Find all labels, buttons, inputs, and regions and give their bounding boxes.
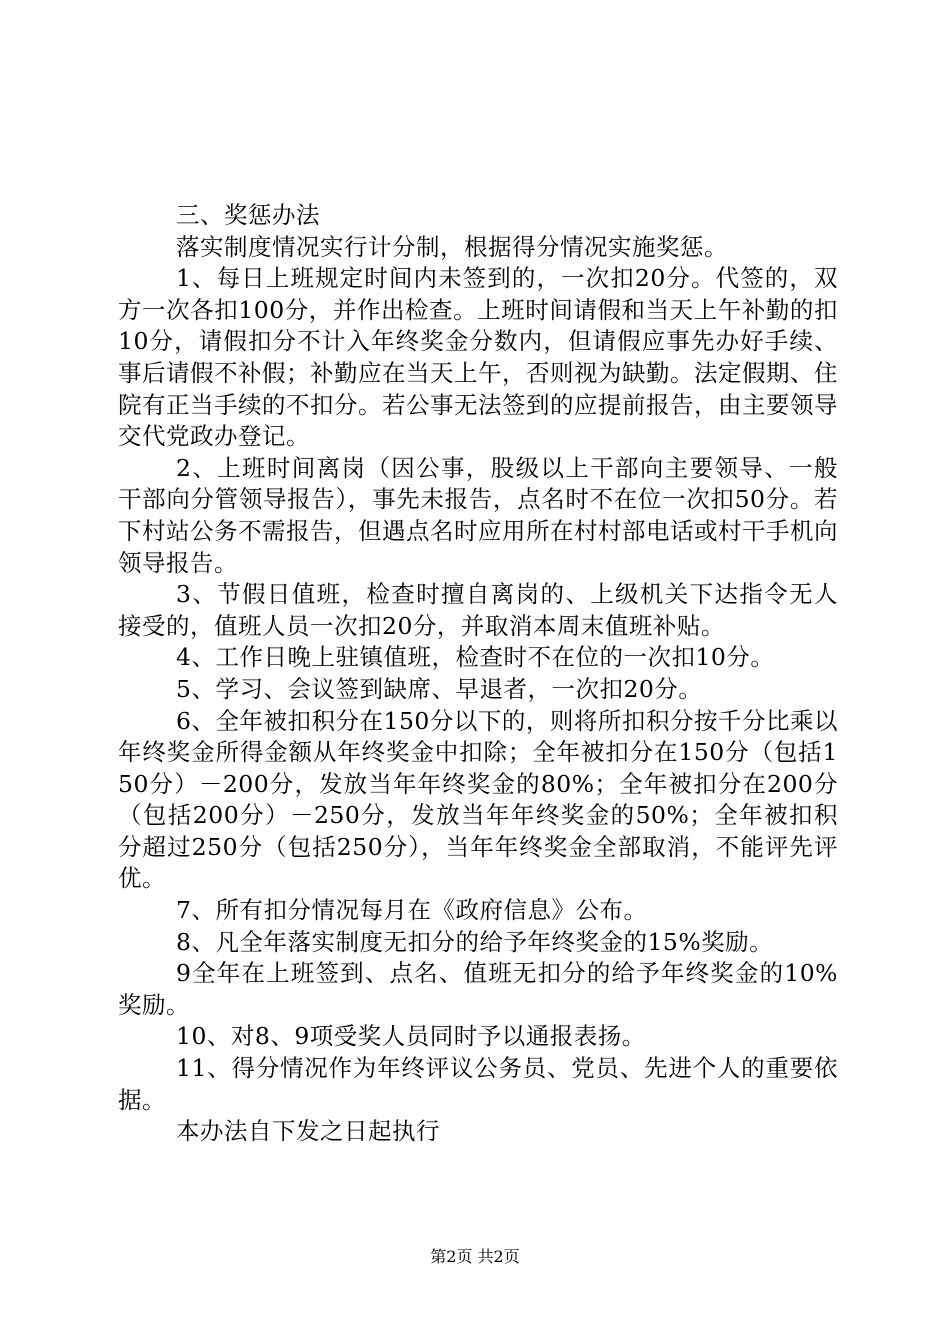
rule-item-7: 7、所有扣分情况每月在《政府信息》公布。	[176, 896, 648, 925]
rule-item-8: 8、凡全年落实制度无扣分的给予年终奖金的15%奖励。	[176, 927, 774, 956]
rule-item-1: 1、每日上班规定时间内未签到的，一次扣20分。代签的，双方一次各扣100分，并作出检查。上班时间请假和当天上午补勤的扣10分，请假扣分不计入年终奖金分数内，但请假应事先办好手续、事后请假不补假；补勤应在当天上午，否则视为缺勤。法定假期、住院有正当手续的不扣分。若公事无法签到的应提前报告，由主要领导交代党政办登记。	[118, 264, 838, 451]
section-heading: 三、奖惩办法	[176, 201, 320, 229]
rule-item-5: 5、学习、会议签到缺席、早退者，一次扣20分。	[176, 674, 703, 703]
closing-statement: 本办法自下发之日起执行	[176, 1117, 440, 1146]
rule-item-6: 6、全年被扣积分在150分以下的，则将所扣积分按千分比乘以年终奖金所得金额从年终奖金中扣除；全年被扣分在150分（包括150分）－200分，发放当年年终奖金的80%；全年被扣分在200分（包括200分）－250分，发放当年年终奖金的50%；全年被扣积分超过250分（包括250分），当年年终奖金全部取消，不能评先评优。	[118, 706, 838, 893]
rule-item-3: 3、节假日值班，检查时擅自离岗的、上级机关下达指令无人接受的，值班人员一次扣20分，并取消本周末值班补贴。	[118, 580, 838, 640]
page-number-footer: 第2页 共2页	[430, 1247, 520, 1266]
rule-item-11: 11、得分情况作为年终评议公务员、党员、先进个人的重要依据。	[118, 1054, 838, 1114]
rule-item-2: 2、上班时间离岗（因公事，股级以上干部向主要领导、一般干部向分管领导报告），事先未报告，点名时不在位一次扣50分。若下村站公务不需报告，但遇点名时应用所在村村部电话或村干手机向领导报告。	[118, 453, 838, 577]
rule-item-4: 4、工作日晚上驻镇值班，检查时不在位的一次扣10分。	[176, 643, 775, 672]
rule-item-10: 10、对8、9项受奖人员同时予以通报表扬。	[176, 1022, 646, 1051]
document-body	[118, 200, 838, 1148]
intro-paragraph: 落实制度情况实行计分制，根据得分情况实施奖惩。	[176, 232, 728, 261]
rule-item-9: 9全年在上班签到、点名、值班无扣分的给予年终奖金的10%奖励。	[118, 959, 838, 1019]
